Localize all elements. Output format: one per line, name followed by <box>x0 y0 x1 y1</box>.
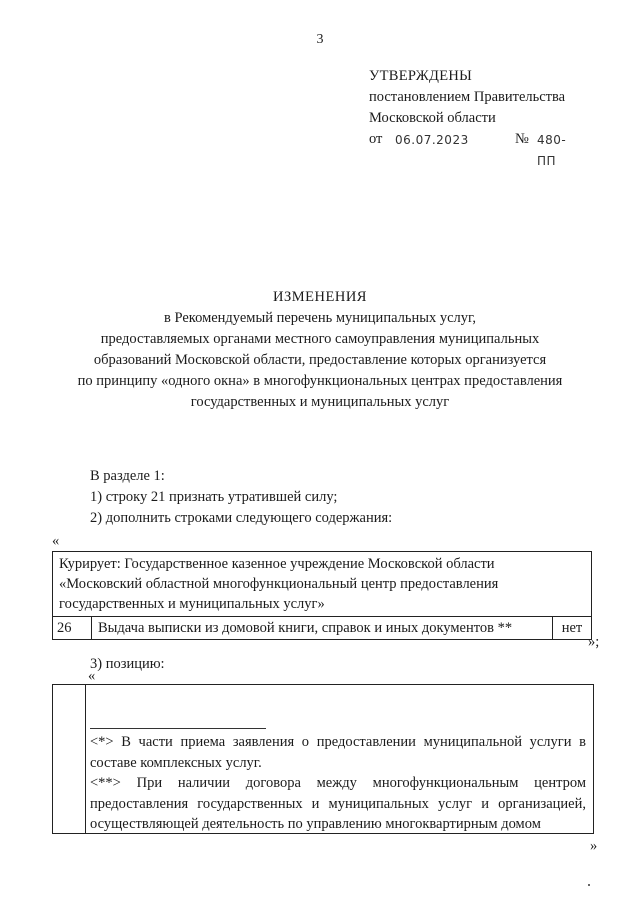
table-header-row <box>53 552 592 617</box>
table-column-divider <box>85 685 86 833</box>
approval-line-1: постановлением Правительства <box>369 89 566 105</box>
table-header-line: «Московский областной многофункциональный центр предоставления <box>59 576 499 592</box>
amendment-item-1: 1) строку 21 признать утратившей силу; <box>90 489 338 505</box>
page-number: 3 <box>316 32 324 47</box>
approval-number-label: № <box>515 131 529 147</box>
approval-number: 480-ПП <box>537 133 567 168</box>
heading-line: государственных и муниципальных услуг <box>190 394 450 410</box>
heading-line: в Рекомендуемый перечень муниципальных услуг, <box>164 310 476 326</box>
footnote-separator <box>90 728 266 729</box>
table-header-line: Курирует: Государственное казенное учреждение Московской области <box>59 556 495 572</box>
services-table <box>52 551 592 640</box>
amendment-item-3: 3) позицию: <box>90 656 165 672</box>
heading-line: образований Московской области, предоставление которых организуется <box>93 352 547 368</box>
section-intro: В разделе 1: <box>90 468 165 484</box>
heading-line: предоставляемых органами местного самоуправления муниципальных <box>100 331 540 347</box>
table-row <box>53 617 592 640</box>
opening-quote-1: « <box>52 533 60 549</box>
amendment-item-2: 2) дополнить строками следующего содержания: <box>90 510 393 526</box>
footnote-1: <*> В части приема заявления о предоставлении муниципальной услуги в составе комплексных услуг. <box>90 734 586 771</box>
row-value-cell: нет <box>553 617 592 640</box>
footnote-2: <**> При наличии договора между многофункциональным центром предоставления государственных и муниципальных услуг и организацией, осуществляющей деятельность по управлению многоквартирным домом <box>90 775 586 832</box>
footnotes <box>90 732 586 835</box>
closing-quote-1: »; <box>588 634 600 650</box>
approval-block <box>369 66 567 168</box>
closing-quote-2: » <box>590 838 598 854</box>
table-header-line: государственных и муниципальных услуг» <box>59 596 325 612</box>
heading-line: по принципу «одного окна» в многофункциональных центрах предоставления <box>77 373 563 389</box>
row-service-cell: Выдача выписки из домовой книги, справок и иных документов ** <box>92 617 553 640</box>
scan-speck <box>588 884 590 886</box>
table-header-cell <box>53 552 592 617</box>
heading-title: ИЗМЕНЕНИЯ <box>273 289 367 305</box>
approval-sign-row <box>369 129 567 168</box>
approval-date: 06.07.2023 <box>395 133 469 147</box>
approval-line-2: Московской области <box>369 110 496 126</box>
opening-quote-2: « <box>88 668 96 684</box>
body-paragraphs <box>90 466 392 529</box>
row-number-cell: 26 <box>53 617 92 640</box>
approval-from-label: от <box>369 131 383 147</box>
document-heading <box>0 287 640 413</box>
approval-title: УТВЕРЖДЕНЫ <box>369 68 473 84</box>
